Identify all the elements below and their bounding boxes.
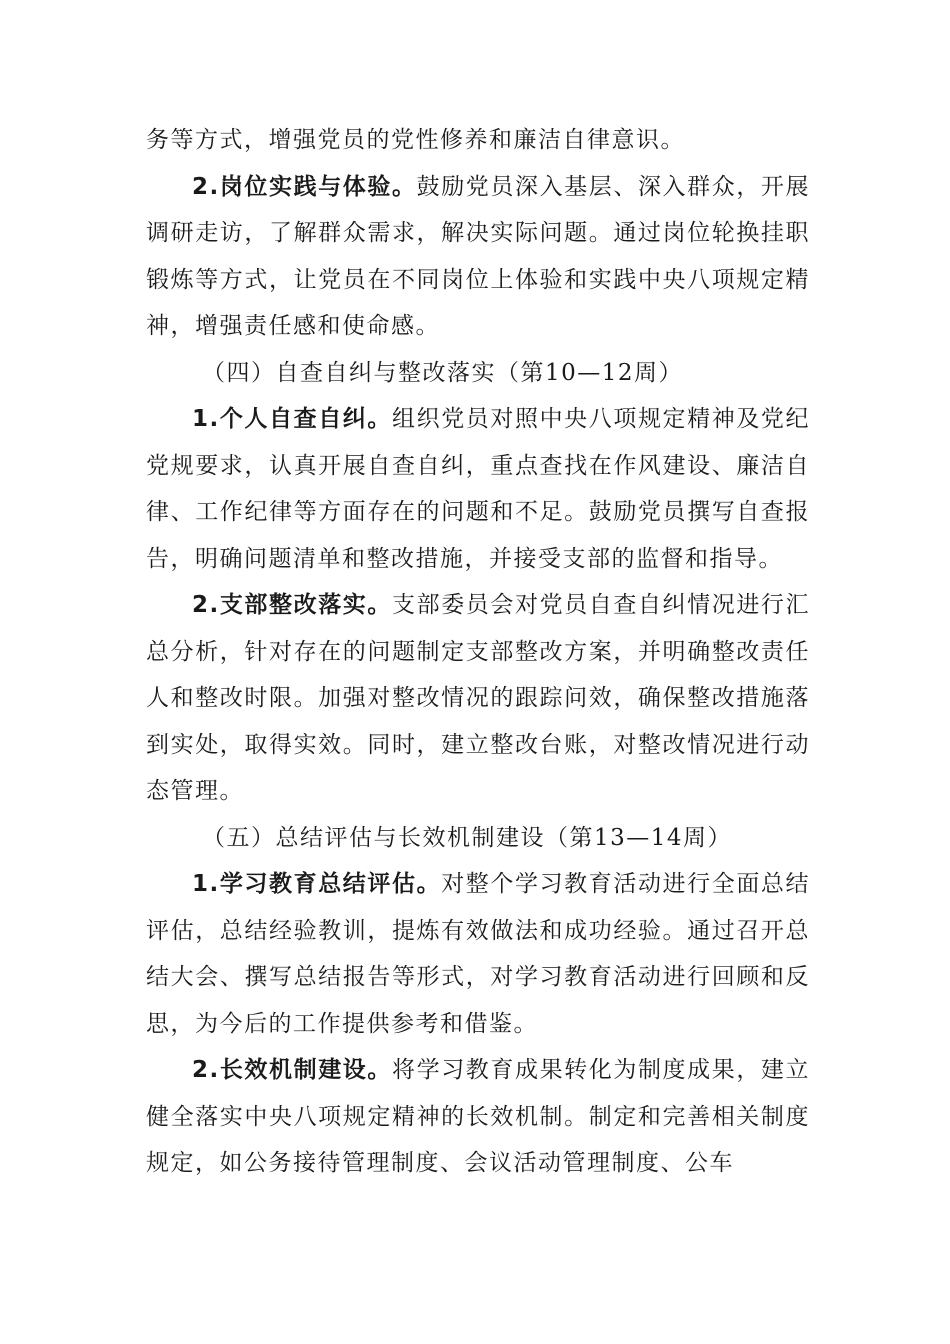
paragraph-text: 组织党员对照中央八项规定精神及党纪党规要求，认真开展自查自纠，重点查找在作风建设、廉洁自律、工作纪律等方面存在的问题和不足。鼓励党员撰写自查报告，明确问题清单和整改措施，并接受支部的监督和指导。 <box>146 406 810 572</box>
paragraph-continued <box>146 117 810 164</box>
paragraph-text: 对整个学习教育活动进行全面总结评估，总结经验教训，提炼有效做法和成功经验。通过召开总结大会、撰写总结报告等形式，对学习教育活动进行回顾和反思，为今后的工作提供参考和借鉴。 <box>146 871 810 1037</box>
paragraph-lead: 2.岗位实践与体验。 <box>192 173 417 200</box>
paragraph-lead: 2.长效机制建设。 <box>192 1057 392 1083</box>
paragraph-lead: 2.支部整改落实。 <box>192 592 392 618</box>
paragraph-text: 支部委员会对党员自查自纠情况进行汇总分析，针对存在的问题制定支部整改方案，并明确整改责任人和整改时限。加强对整改情况的跟踪问效，确保整改措施落到实处，取得实效。同时，建立整改台账，对整改情况进行动态管理。 <box>146 592 810 804</box>
paragraph-post-practice <box>146 164 810 350</box>
section-heading-4 <box>146 350 810 397</box>
section-heading-5 <box>146 815 810 862</box>
section-heading-text: （五）总结评估与长效机制建设（第13—14周） <box>202 824 733 851</box>
paragraph-summary-evaluation <box>146 861 810 1047</box>
paragraph-long-term-mechanism <box>146 1047 810 1187</box>
section-heading-text: （四）自查自纠与整改落实（第10—12周） <box>202 359 684 386</box>
paragraph-text: 鼓励党员深入基层、深入群众，开展调研走访，了解群众需求，解决实际问题。通过岗位轮换挂职锻炼等方式，让党员在不同岗位上体验和实践中央八项规定精神，增强责任感和使命感。 <box>146 173 810 339</box>
paragraph-branch-rectification <box>146 582 810 815</box>
paragraph-self-inspection <box>146 396 810 582</box>
paragraph-lead: 1.个人自查自纠。 <box>192 406 392 432</box>
document-page <box>146 117 810 1187</box>
paragraph-text: 务等方式，增强党员的党性修养和廉洁自律意识。 <box>146 127 685 153</box>
paragraph-lead: 1.学习教育总结评估。 <box>192 871 442 897</box>
paragraph-text: 将学习教育成果转化为制度成果，建立健全落实中央八项规定精神的长效机制。制定和完善相关制度规定，如公务接待管理制度、会议活动管理制度、公车 <box>146 1057 810 1176</box>
